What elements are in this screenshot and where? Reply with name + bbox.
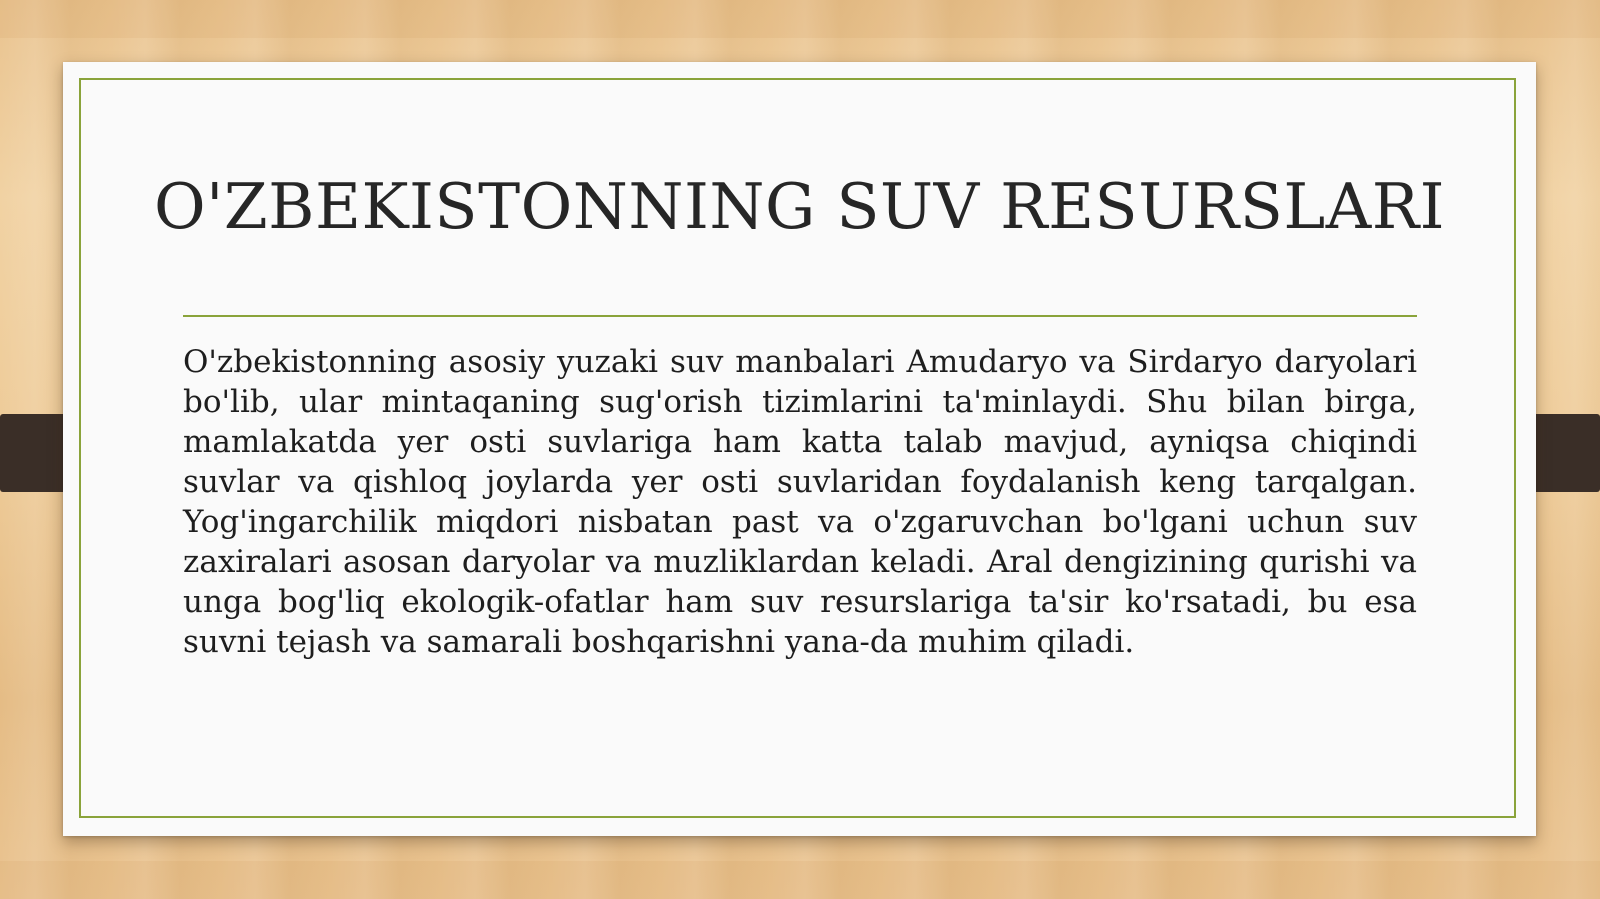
title-divider (183, 315, 1417, 317)
wood-grain-band (0, 0, 1600, 38)
slide-body-text: O'zbekistonning asosiy yuzaki suv manbalari Amudaryo va Sirdaryo daryolari bo'lib, ular mintaqaning sug'orish tizimlarini ta'minlaydi. Shu bilan birga, mamlakatda yer osti suvlariga ham katta talab mavjud, ayniqsa chiqindi suvlar va qishloq joylarda yer osti suvlaridan foydalanish keng tarqalgan. Yog'ingarchilik miqdori nisbatan past va o'zgaruvchan bo'lgani uchun suv zaxiralari asosan daryolar va muzliklardan keladi. Aral dengizining qurishi va unga bog'liq ekologik-ofatlar ham suv resurslariga ta'sir ko'rsatadi, bu esa suvni tejash va samarali boshqarishni yana-da muhim qiladi. (183, 344, 1417, 660)
slide-card (63, 62, 1536, 836)
slide-title: O'ZBEKISTONNING SUV RESURSLARI (153, 170, 1446, 243)
wood-grain-band (0, 861, 1600, 899)
